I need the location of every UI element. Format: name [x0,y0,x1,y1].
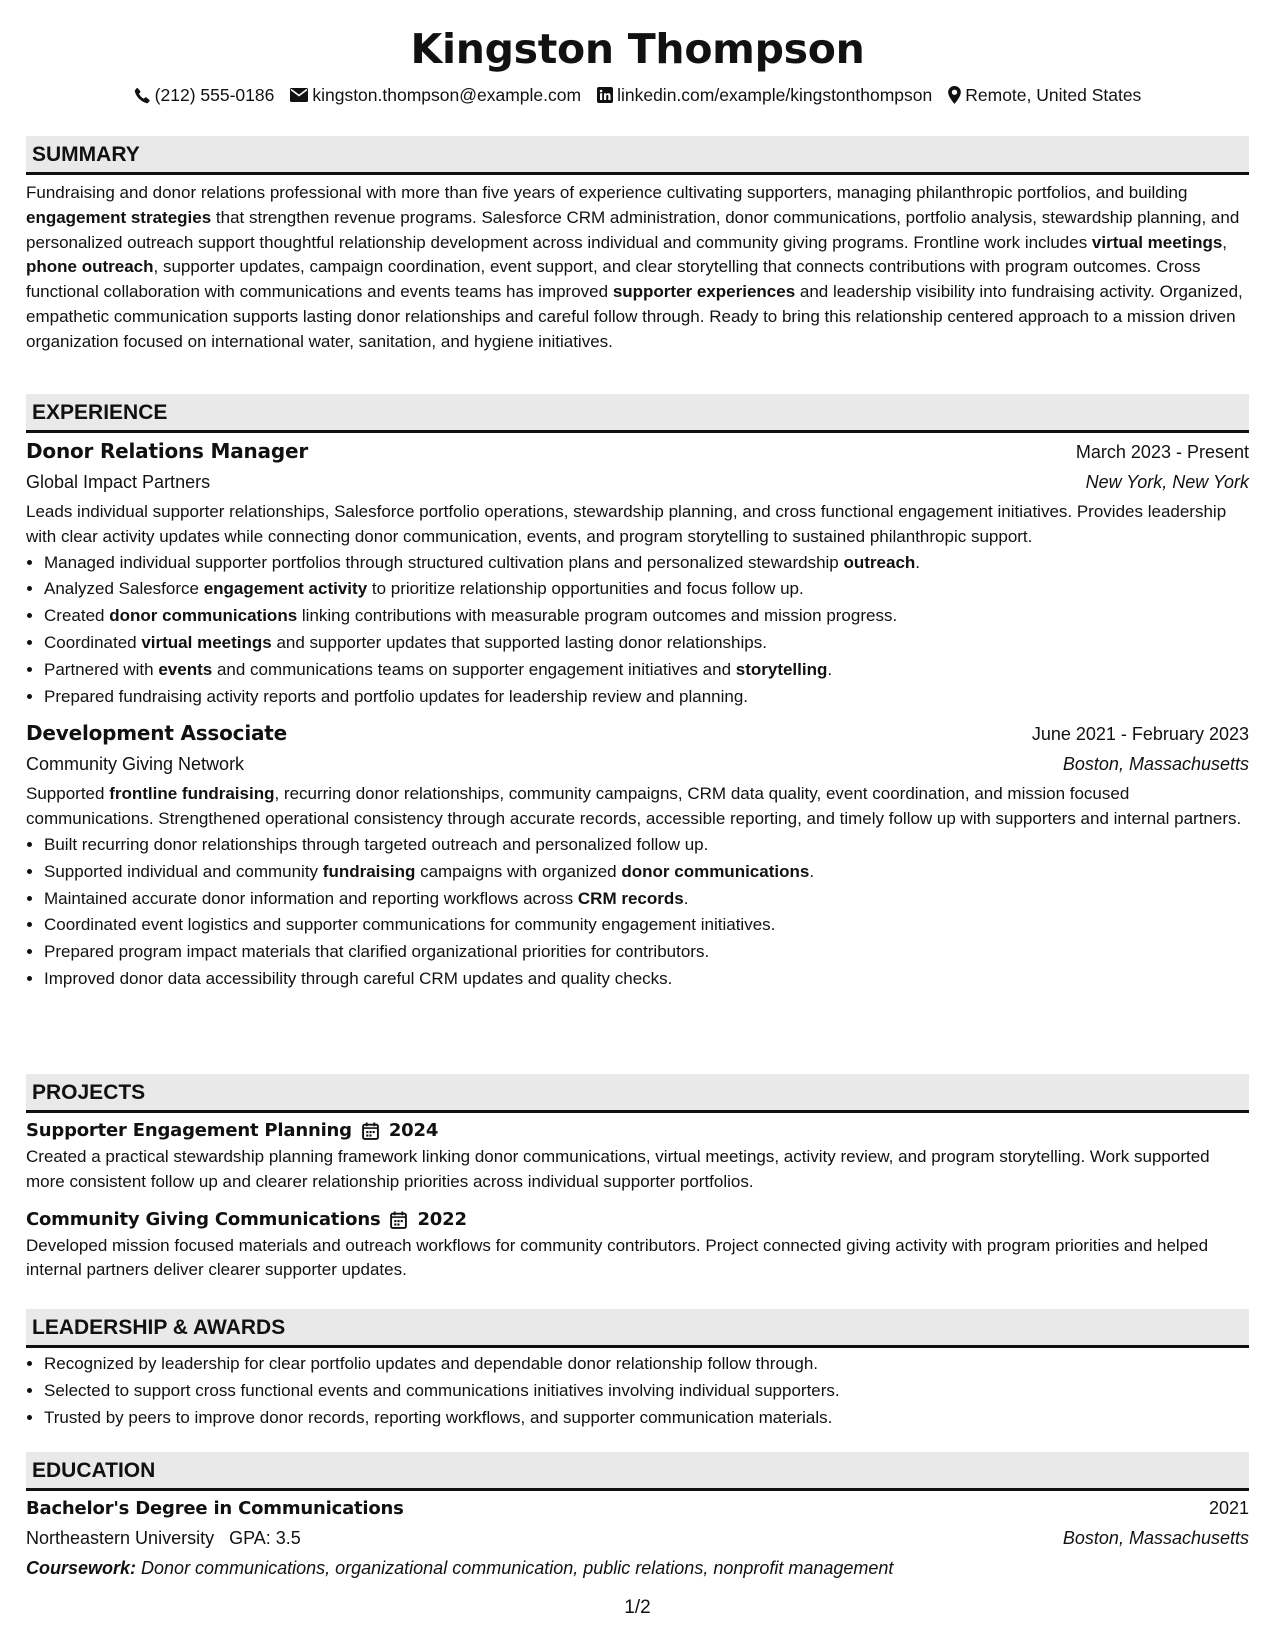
desc-text: , recurring donor relationships, community campaigns, CRM data quality, event coordination, and mission focused communications. Strengthened operational consistency through accurate records, accessible reporting, and timely follow up with supporters and internal partners. [26,784,1242,829]
job-title: Donor Relations Manager [26,439,309,463]
job-title: Development Associate [26,721,288,746]
bullet-text: Coordinated event logistics and supporter communications for community engagement initiatives. [44,915,776,935]
list-item: • Trusted by peers to improve donor records, reporting workflows, and supporter communication materials. [44,1405,1249,1432]
summary-text-part: that strengthen revenue programs. Salesforce CRM administration, donor communications, portfolio analysis, stewardship planning, and personalized outreach support thoughtful relationship development across individual and community giving programs. Frontline work includes [26,207,1240,252]
email-text: kingston.thompson@example.com [312,85,582,105]
desc-bold: frontline fundraising [109,784,275,804]
map-pin-icon [948,86,961,104]
project-entry [26,1117,1249,1195]
list-item [44,859,1249,886]
project-description: Developed mission focused materials and outreach workflows for community contributors. Project connected giving activity with program priorities and helped internal partners deliver clearer supporter updates. [26,1235,1209,1280]
summary-text-bold: engagement strategies [26,207,212,227]
bullet-text: . [809,861,815,881]
bullet-text: Maintained accurate donor information and reporting workflows across [44,888,578,908]
desc-text: Supported [26,784,110,804]
resume-page [26,0,1249,1578]
calendar-icon [390,1211,407,1229]
list-item [44,603,1249,630]
bullet-text: . [915,552,921,572]
bullet-bold: virtual meetings [141,632,272,652]
list-item [44,630,1249,657]
project-year: 2024 [388,1120,439,1141]
bullet-bold: CRM records [577,888,684,908]
job-org: Community Giving Network [26,754,245,775]
candidate-name: Kingston Thompson [410,25,865,73]
bullet-text: Managed individual supporter portfolios through structured cultivation plans and personalized stewardship [44,552,844,572]
coursework-text: Donor communications, organizational communication, public relations, nonprofit management [136,1558,894,1578]
list-item [44,939,1249,966]
bullet-text: . [827,659,833,679]
summary-heading: SUMMARY [26,136,1249,175]
bullet-text: and communications teams on supporter engagement initiatives and [212,659,736,679]
bullet-text: Improved donor data accessibility through careful CRM updates and quality checks. [44,968,673,988]
bullet-text: and supporter updates that supported lasting donor relationships. [271,632,767,652]
bullet-text: Analyzed Salesforce [44,579,204,599]
gpa: GPA: 3.5 [229,1528,301,1548]
job-bullets [26,550,1249,711]
awards-list [26,1351,1249,1431]
linkedin-text: linkedin.com/example/kingstonthompson [617,85,933,105]
bullet-text: . [683,888,689,908]
bullet-bold: storytelling [735,659,828,679]
coursework-label: Coursework: [26,1558,137,1578]
job-location: Boston, Massachusetts [1062,754,1249,775]
phone-icon [134,87,151,104]
summary-text-part: and leadership visibility into fundraising activity. Organized, empathetic communication supports lasting donor relationships and careful follow through. Ready to bring this relationship centered approach to a mission driven organization focused on international water, sanitation, and hygiene initiatives. [26,282,1243,351]
bullet-text: Created [44,606,110,626]
project-year: 2022 [417,1208,467,1230]
summary-text [26,181,1249,355]
contact-linkedin[interactable] [597,84,932,106]
list-item [44,550,1249,577]
job-location: New York, New York [1085,472,1249,492]
bullet-bold: donor communications [621,861,810,881]
summary-text-part: , [1222,232,1228,252]
bullet-bold: fundraising [322,861,416,881]
bullet-text: Prepared fundraising activity reports and portfolio updates for leadership review and planning. [44,686,749,706]
school-location: Boston, Massachusetts [1062,1528,1249,1548]
contact-location [948,84,1141,106]
project-title: Community Giving Communications [26,1208,381,1230]
bullet-text: Prepared program impact materials that clarified organizational priorities for contributors. [44,942,710,962]
project-entry [26,1206,1249,1284]
summary-text-bold: supporter experiences [612,282,796,302]
phone-text: (212) 555-0186 [154,85,275,105]
bullet-text: Supported individual and community [44,861,323,881]
list-item [44,886,1249,913]
contact-email[interactable] [290,84,581,106]
projects-heading: PROJECTS [26,1074,1249,1113]
bullet-bold: outreach [843,552,916,572]
experience-heading: EXPERIENCE [26,394,1249,433]
job-entry [26,718,1249,992]
project-description: Created a practical stewardship planning framework linking donor communications, virtual meetings, activity review, and program storytelling. Work supported more consistent follow up and clearer relationship priorities across individual supporter portfolios. [26,1147,1210,1191]
list-item [44,576,1249,603]
bullet-text: to prioritize relationship opportunities and focus follow up. [367,579,804,599]
contact-phone[interactable] [134,84,275,106]
bullet-text: linking contributions with measurable program outcomes and mission progress. [297,606,898,626]
job-bullets [26,832,1249,993]
list-item [44,657,1249,684]
bullet-text: Partnered with [44,659,159,679]
bullet-bold: events [158,659,213,679]
list-item: • Selected to support cross functional events and communications initiatives involving individual supporters. [44,1378,1249,1405]
summary-text-bold: virtual meetings [1091,232,1223,252]
project-title: Supporter Engagement Planning [26,1120,352,1141]
job-dates: June 2021 - February 2023 [1031,724,1249,745]
job-org: Global Impact Partners [26,472,211,492]
bullet-bold: donor communications [109,606,298,626]
list-item: • Recognized by leadership for clear portfolio updates and dependable donor relationship follow through. [44,1351,1249,1378]
bullet-text: Coordinated [44,632,142,652]
job-entry [26,436,1249,710]
list-item [44,684,1249,711]
contact-bar [26,84,1249,106]
list-item [44,832,1249,859]
awards-heading: LEADERSHIP & AWARDS [26,1309,1249,1348]
bullet-text: Built recurring donor relationships through targeted outreach and personalized follow up. [44,834,709,854]
location-text: Remote, United States [965,85,1142,105]
degree: Bachelor's Degree in Communications [26,1498,404,1519]
list-item [44,966,1249,993]
linkedin-icon [597,87,613,103]
bullet-bold: engagement activity [203,579,368,599]
summary-text-part: Fundraising and donor relations professional with more than five years of experience cultivating supporters, managing philanthropic portfolios, and building [26,183,1188,202]
school-line [26,1523,301,1553]
bullet-text: campaigns with organized [415,861,622,881]
calendar-icon [362,1122,379,1140]
page-number: 1/2 [624,1597,651,1618]
job-description: Leads individual supporter relationships, Salesforce portfolio operations, stewardship planning, and cross functional engagement initiatives. Provides leadership with clear activity updates while connecting donor communication, events, and program storytelling to sustained philanthropic support. [26,502,1227,546]
education-heading: EDUCATION [26,1452,1249,1491]
summary-text-part: , supporter updates, campaign coordination, event support, and clear storytelling that connects contributions with program outcomes. Cross functional collaboration with communications and events teams has improved [26,257,1201,302]
summary-text-bold: phone outreach [26,257,154,277]
envelope-icon [290,88,308,102]
job-dates: March 2023 - Present [1075,442,1249,462]
list-item [44,912,1249,939]
coursework-line [26,1553,1249,1583]
graduation-year: 2021 [1208,1498,1249,1518]
job-description [26,782,1249,832]
school-name: Northeastern University [26,1528,215,1548]
